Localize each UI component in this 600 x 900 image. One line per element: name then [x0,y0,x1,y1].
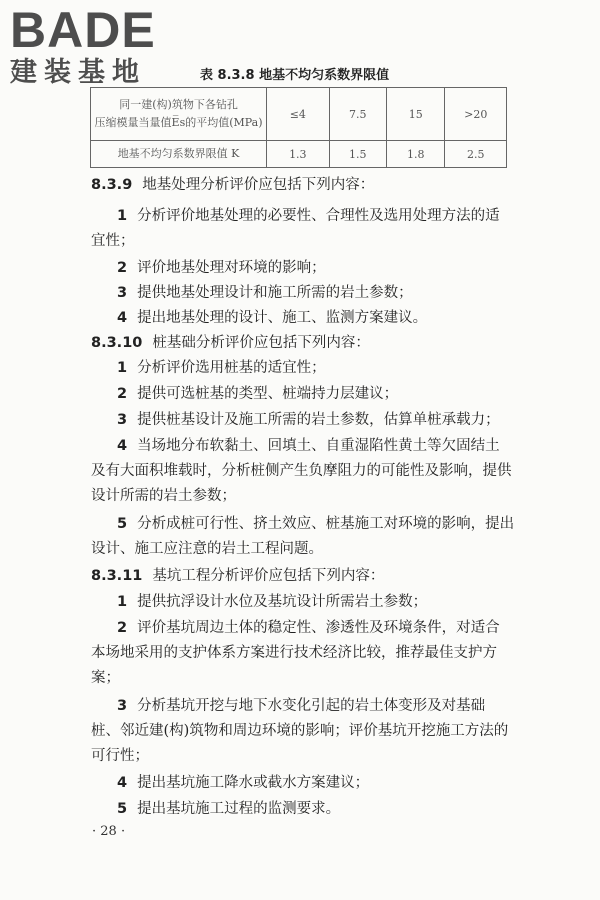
section-heading [91,333,370,353]
page-number: · 28 · [92,824,126,839]
item-continuation: 设计、施工应注意的岩土工程问题。 [91,541,323,557]
section-number: 8.3.10 [91,335,143,351]
item-number: 3 [117,285,128,301]
section-title: 基坑工程分析评价应包括下列内容： [152,568,385,584]
item-text: 提供抗浮设计水位及基坑设计所需岩土参数； [137,594,428,610]
item-number: 4 [117,438,128,454]
coefficient-table [90,87,507,168]
item-number: 1 [117,208,128,224]
item-number: 4 [117,775,128,791]
section-number: 8.3.11 [91,568,143,584]
logo-subtitle: 建装基地 [10,57,146,88]
item-continuation: 可行性； [91,748,149,764]
table-row-header: 地基不均匀系数界限值 K [91,141,267,168]
list-item [117,514,514,534]
list-item [117,410,500,430]
table-caption: 表 8.3.8 地基不均匀系数界限值 [200,68,390,83]
item-continuation: 宜性； [91,233,135,249]
table-header-line: 压缩模量当量值E̅s的平均值(MPa) [94,116,263,129]
item-text: 提出基坑施工降水或截水方案建议； [137,775,370,791]
item-number: 2 [117,260,128,276]
item-text: 分析基坑开挖与地下水变化引起的岩土体变形及对基础 [137,698,486,714]
item-number: 5 [117,516,128,532]
item-text: 分析成桩可行性、挤土效应、桩基施工对环境的影响，提出 [137,516,515,532]
section-title: 地基处理分析评价应包括下列内容： [142,177,375,193]
list-item [117,592,427,612]
item-number: 1 [117,360,128,376]
item-text: 提供可选桩基的类型、桩端持力层建议； [137,386,399,402]
list-item [117,618,500,638]
section-heading [91,175,374,195]
list-item [117,773,369,793]
item-text: 提供桩基设计及施工所需的岩土参数，估算单桩承载力； [137,412,500,428]
item-text: 提出基坑施工过程的监测要求。 [137,801,341,817]
list-item [117,696,485,716]
logo-wordmark: BADE [10,2,156,58]
list-item [117,308,427,328]
list-item [117,206,500,226]
section-number: 8.3.9 [91,177,133,193]
item-number: 2 [117,620,128,636]
table-row [91,141,507,168]
table-cell: 1.8 [386,141,444,168]
item-text: 提出地基处理的设计、施工、监测方案建议。 [137,310,428,326]
table-cell: 1.3 [267,141,329,168]
item-text: 分析评价地基处理的必要性、合理性及选用处理方法的适 [137,208,500,224]
list-item [117,358,326,378]
item-text: 当场地分布软黏土、回填土、自重湿陷性黄土等欠固结土 [137,438,500,454]
table-row [91,88,507,141]
section-heading [91,566,384,586]
table-cell: 1.5 [329,141,386,168]
list-item [117,283,413,303]
table-row-header [91,88,267,141]
table-header-line: 同一建(构)筑物下各钻孔 [119,98,238,111]
table-cell: 7.5 [329,88,386,141]
item-text: 提供地基处理设计和施工所需的岩土参数； [137,285,413,301]
item-continuation: 案； [91,670,120,686]
list-item [117,436,500,456]
item-continuation: 及有大面积堆载时，分析桩侧产生负摩阻力的可能性及影响，提供 [91,463,512,479]
item-number: 4 [117,310,128,326]
item-number: 3 [117,412,128,428]
item-number: 5 [117,801,128,817]
table-cell: ≤4 [267,88,329,141]
section-title: 桩基础分析评价应包括下列内容： [152,335,370,351]
list-item [117,384,398,404]
logo [10,2,156,90]
table-cell: 2.5 [445,141,507,168]
table-cell: >20 [445,88,507,141]
item-number: 3 [117,698,128,714]
item-number: 2 [117,386,128,402]
item-continuation: 设计所需的岩土参数； [91,488,236,504]
item-continuation: 本场地采用的支护体系方案进行技术经济比较，推荐最佳支护方 [91,645,497,661]
item-text: 评价地基处理对环境的影响； [137,260,326,276]
list-item [117,799,340,819]
item-continuation: 桩、邻近建(构)筑物和周边环境的影响；评价基坑开挖施工方法的 [91,723,509,739]
table-cell: 15 [386,88,444,141]
item-text: 分析评价选用桩基的适宜性； [137,360,326,376]
item-number: 1 [117,594,128,610]
item-text: 评价基坑周边土体的稳定性、渗透性及环境条件，对适合 [137,620,500,636]
list-item [117,258,326,278]
